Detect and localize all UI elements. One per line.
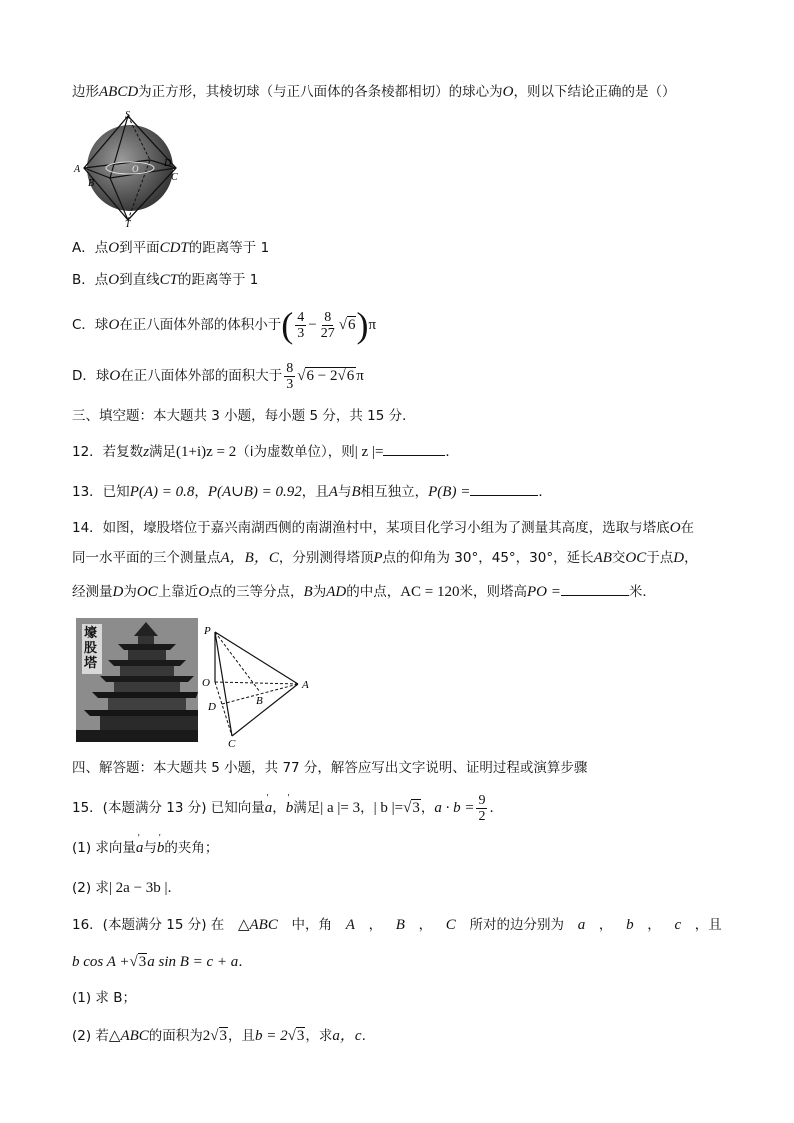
question-15-part-2: (2) 求| 2a − 3b |．: [72, 880, 182, 896]
q11-stem: 边形ABCD为正方形，其棱切球（与正八面体的各条棱都相切）的球心为O，则以下结论正确的是（）: [72, 84, 676, 100]
question-16-line-1: 16．(本题满分 15 分) 在 △ABC 中，角 A ， B ， C 所对的边分别为 a ， b ， c ，且: [72, 917, 722, 933]
question-16-equation: b cos A +√3a sin B = c + a．: [72, 954, 252, 970]
tower-measurement-diagram: [198, 622, 322, 748]
label-c: C: [171, 172, 178, 183]
label-d: D: [164, 158, 172, 169]
question-16-part-1: (1) 求 B；: [72, 990, 136, 1006]
question-16-part-2: (2) 若△ABC的面积为2√3，且b = 2√3，求a，c.: [72, 1028, 366, 1044]
section-3-heading: 三、填空题：本大题共 3 小题，每小题 5 分，共 15 分．: [72, 408, 416, 424]
q11-option-b: B．点O到直线CT的距离等于 1: [72, 272, 259, 288]
q11-option-a: A．点O到平面CDT的距离等于 1: [72, 240, 270, 256]
answer-blank[interactable]: [383, 440, 445, 456]
label-t: T: [125, 219, 131, 228]
label-b: B: [256, 695, 263, 707]
label-s: S: [125, 110, 130, 121]
q11-option-d: D．球O在正八面体外部的面积大于 $\frac{8}{3}$ √6 − 2√6 π: [72, 360, 364, 392]
section-4-heading: 四、解答题：本大题共 5 小题，共 77 分，解答应写出文字说明、证明过程或演算步骤: [72, 760, 588, 776]
question-12: 12．若复数z满足(1+i)z = 2（i为虚数单位），则| z |= ．: [72, 440, 459, 462]
label-o: O: [132, 164, 139, 174]
question-14-line-1: 14．如图，壕股塔位于嘉兴南湖西侧的南湖渔村中，某项目化学习小组为了测量其高度，选取与塔底O在: [72, 520, 695, 536]
question-15: 15．(本题满分 13 分) 已知向量' a，' b满足| a |= 3，| b |=√3，a · b = $\frac{9}{2}$ ．: [72, 788, 503, 828]
question-14-line-3: 经测量D为OC上靠近O点的三等分点，B为AD的中点，AC = 120米，则塔高PO = 米．: [72, 580, 656, 602]
label-a: A: [302, 679, 309, 691]
option-d-expression: √6 − 2√6: [297, 368, 355, 384]
label-a: A: [74, 164, 81, 175]
label-p: P: [204, 625, 211, 637]
label-d: D: [208, 701, 216, 713]
answer-blank[interactable]: [470, 480, 538, 496]
label-c: C: [228, 738, 236, 748]
question-14-line-2: 同一水平面的三个测量点A，B，C，分别测得塔顶P点的仰角为 30°，45°，30°，延长AB交OC于点D，: [72, 550, 698, 566]
octahedron-sphere-figure: [70, 110, 190, 228]
tower-photo-caption: 壕股塔: [84, 626, 98, 671]
question-15-part-1: (1) 求向量' a与' b的夹角；: [72, 838, 218, 858]
answer-blank[interactable]: [561, 580, 629, 596]
q11-option-c: C．球O在正八面体外部的体积小于( $\frac{4}{3}$ − $\frac{8}{27}$ √6)π: [72, 305, 377, 345]
question-13: 13．已知P(A) = 0.8，P(A∪B) = 0.92，且A与B相互独立，P(B) = ．: [72, 480, 552, 502]
label-o: O: [202, 677, 210, 689]
tower-photo: [76, 618, 198, 742]
label-b: B: [88, 178, 95, 189]
